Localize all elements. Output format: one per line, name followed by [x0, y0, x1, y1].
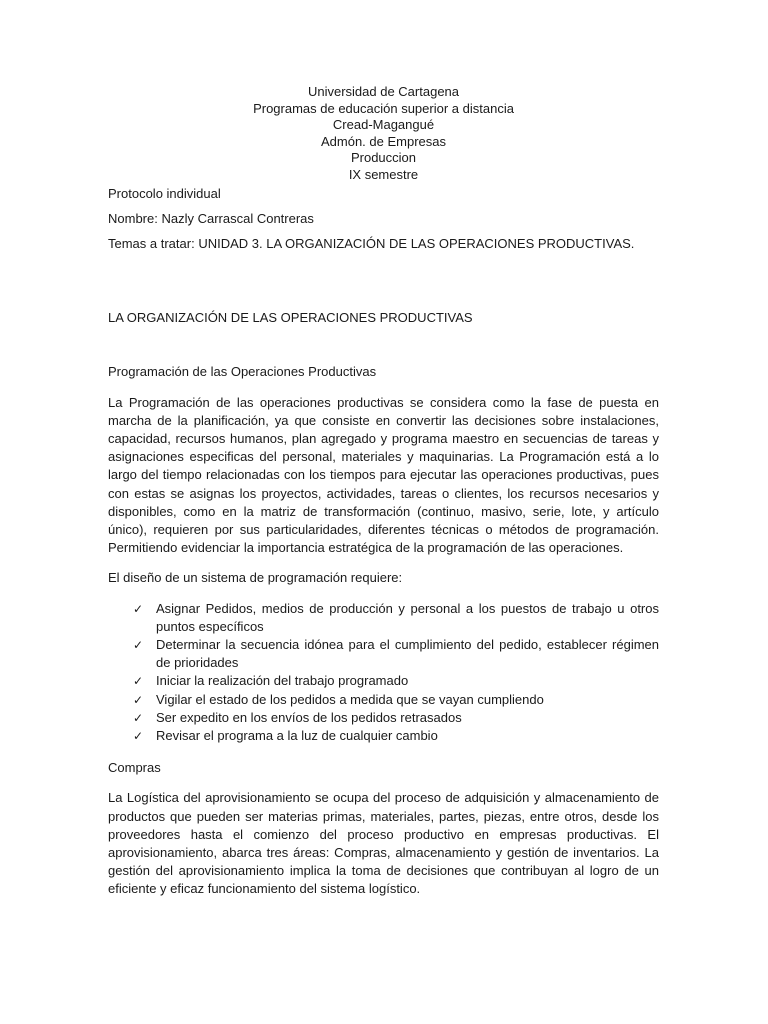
name-value: Nazly Carrascal Contreras: [161, 210, 314, 226]
header-career: Admón. de Empresas: [320, 133, 446, 149]
header-semester: IX semestre: [348, 166, 419, 182]
list-item-text: Determinar la secuencia idónea para el cumplimiento del pedido, establecer régimen de prioridades: [156, 637, 659, 671]
topics-line: [108, 235, 659, 253]
spacer: [108, 327, 659, 363]
checkmark-icon: ✓: [133, 692, 144, 707]
list-item-text: Iniciar la realización del trabajo programado: [156, 673, 409, 689]
header-course: Produccion: [350, 150, 417, 166]
section-title: LA ORGANIZACIÓN DE LAS OPERACIONES PRODUCTIVAS: [108, 310, 473, 326]
list-intro: El diseño de un sistema de programación requiere:: [108, 570, 403, 586]
requirements-list: [108, 600, 659, 746]
name-label: Nombre:: [108, 210, 158, 226]
list-item: [133, 727, 659, 745]
checkmark-icon: ✓: [133, 729, 144, 744]
list-item-text: Vigilar el estado de los pedidos a medida que se vayan cumpliendo: [156, 691, 544, 707]
header-program: Programas de educación superior a distancia: [253, 100, 514, 116]
protocol-label: Protocolo individual: [108, 185, 221, 201]
list-item-text: Revisar el programa a la luz de cualquier cambio: [156, 728, 438, 744]
student-name-line: [108, 210, 659, 228]
list-item: [133, 691, 659, 709]
list-item: [133, 636, 659, 672]
topics-value: UNIDAD 3. LA ORGANIZACIÓN DE LAS OPERACIONES PRODUCTIVAS.: [198, 235, 635, 251]
list-item-text: Asignar Pedidos, medios de producción y personal a los puestos de trabajo u otros puntos específicos: [156, 600, 659, 634]
list-item-text: Ser expedito en los envíos de los pedidos retrasados: [156, 709, 462, 725]
checkmark-icon: ✓: [133, 710, 144, 725]
checkmark-icon: ✓: [133, 638, 144, 653]
checkmark-icon: ✓: [133, 601, 144, 616]
compras-heading: Compras: [108, 760, 161, 776]
header-cread: Cread-Magangué: [332, 117, 435, 133]
programacion-heading: Programación de las Operaciones Productivas: [108, 364, 377, 380]
header-university: Universidad de Cartagena: [307, 84, 460, 99]
checkmark-icon: ✓: [133, 674, 144, 689]
document-header: [108, 84, 659, 184]
list-item: [133, 600, 659, 636]
list-item: [133, 709, 659, 727]
spacer: [108, 253, 659, 309]
document-page: [108, 84, 659, 911]
list-item: [133, 672, 659, 690]
compras-paragraph: La Logística del aprovisionamiento se ocupa del proceso de adquisición y almacenamiento de productos que pueden ser materias primas, materiales, partes, piezas, entre otros, desde los proveedores hasta el comienzo del proceso productivo en empresas productivas. El aprovisionamiento, abarca tres áreas: Compras, almacenamiento y gestión de inventarios. La gestión del aprovisionamiento implica la toma de decisiones que contribuyan al logro de un eficiente y eficaz funcionamiento del sistema logístico.: [108, 790, 659, 897]
topics-label: Temas a tratar:: [108, 235, 195, 251]
programacion-paragraph: La Programación de las operaciones productivas se considera como la fase de puesta en marcha de la planificación, ya que consiste en convertir las decisiones sobre instalaciones, capacidad, recursos humanos, plan agregado y programa maestro en secuencias de tareas y asignaciones especificas del personal, materiales y maquinarias. La Programación está a lo largo del tiempo relacionadas con los tiempos para ejecutar las operaciones productivas, pues con estas se asignas los proyectos, actividades, tareas o clientes, los recursos necesarios y disponibles, como en la matriz de transformación (continuo, masivo, serie, lote, y artículo único), requieren por sus particularidades, diferentes técnicas o métodos de programación. Permitiendo evidenciar la importancia estratégica de la programación de las operaciones.: [108, 394, 659, 556]
